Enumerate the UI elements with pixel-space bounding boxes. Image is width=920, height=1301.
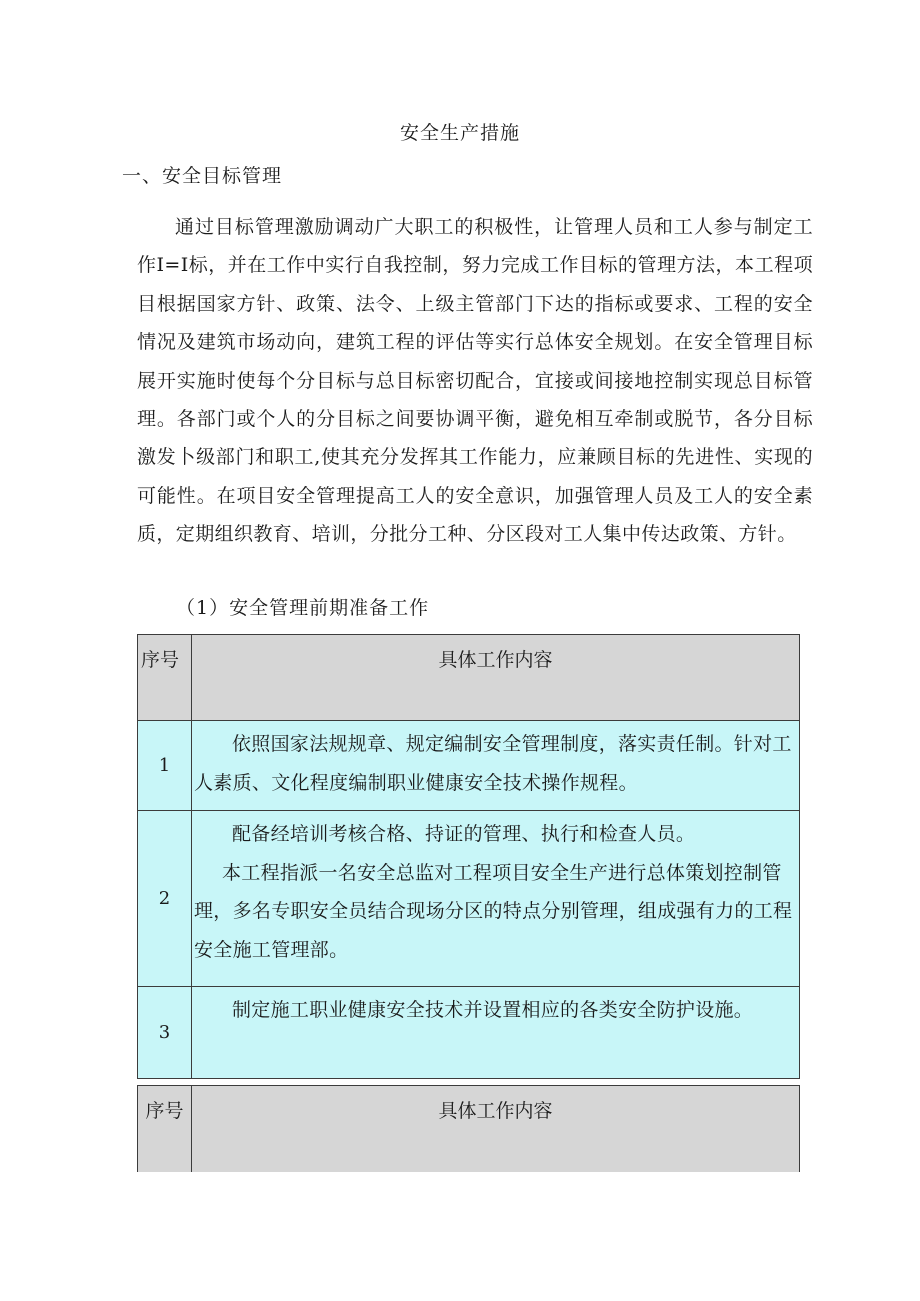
header-num-cell: 序号: [138, 1086, 192, 1172]
work-content-table: [137, 634, 800, 1079]
row-num-cell: 3: [138, 987, 192, 1079]
row-paragraph: 本工程指派一名安全总监对工程项目安全生产进行总体策划控制管理，多名专职安全员结合现场分区的特点分别管理，组成强有力的工程安全施工管理部。: [194, 861, 793, 961]
table-row: [138, 811, 800, 987]
header-content-cell: 具体工作内容: [192, 635, 800, 721]
table-row: [138, 721, 800, 811]
table-header-row: [138, 1086, 800, 1172]
row-content-cell: [192, 987, 800, 1079]
table-header-row: [138, 635, 800, 721]
work-content-table-continued: [137, 1085, 800, 1172]
section-heading: 一、安全目标管理: [122, 165, 283, 187]
table-row: [138, 987, 800, 1079]
row-content-cell: [192, 811, 800, 987]
row-paragraph: 配备经培训考核合格、持证的管理、执行和检查人员。: [232, 823, 696, 845]
row-content-cell: [192, 721, 800, 811]
row-paragraph: 依照国家法规规章、规定编制安全管理制度，落实责任制。针对工人素质、文化程度编制职业健康安全技术操作规程。: [194, 733, 792, 794]
body-paragraph: 通过目标管理激励调动广大职工的积极性，让管理人员和工人参与制定工作I=I标，并在工作中实行自我控制，努力完成工作目标的管理方法，本工程项目根据国家方针、政策、法令、上级主管部门下达的指标或要求、工程的安全情况及建筑市场动向，建筑工程的评估等实行总体安全规划。在安全管理目标展开实施时使每个分目标与总目标密切配合，宜接或间接地控制实现总目标管理。各部门或个人的分目标之间要协调平衡，避免相互牵制或脱节，各分目标激发卜级部门和职工,使其充分发挥其工作能力，应兼顾目标的先进性、实现的可能性。在项目安全管理提高工人的安全意识，加强管理人员及工人的安全素质，定期组织教育、培训，分批分工种、分区段对工人集中传达政策、方针。: [137, 216, 813, 546]
sub-heading: （1）安全管理前期准备工作: [176, 597, 430, 619]
row-num-cell: 1: [138, 721, 192, 811]
row-paragraph: 制定施工职业健康安全技术并设置相应的各类安全防护设施。: [232, 999, 754, 1021]
page-title: 安全生产措施: [399, 122, 520, 144]
header-content-cell: 具体工作内容: [192, 1086, 800, 1172]
row-num-cell: 2: [138, 811, 192, 987]
header-num-cell: 序号: [138, 635, 192, 721]
